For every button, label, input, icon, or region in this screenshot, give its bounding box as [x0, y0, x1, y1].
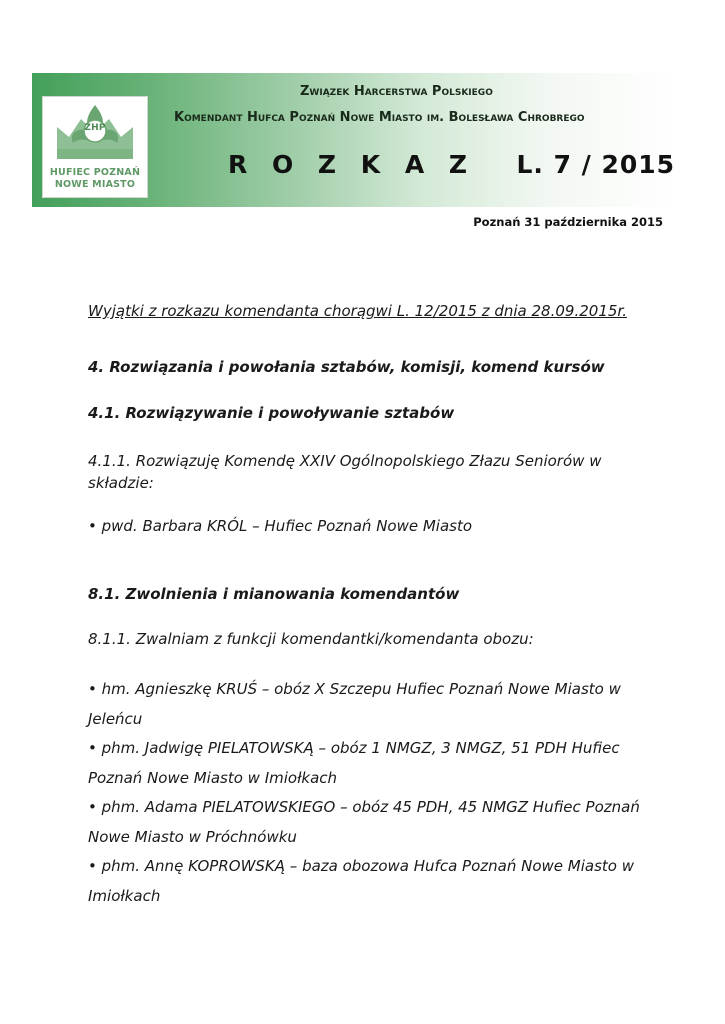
member-item: • pwd. Barbara KRÓL – Hufiec Poznań Nowe Miasto [88, 517, 473, 535]
section-4-heading: 4. Rozwiązania i powołania sztabów, komisji, komend kursów [88, 358, 605, 376]
list-item: • phm. Annę KOPROWSKĄ – baza obozowa Hufca Poznań Nowe Miasto w Imiołkach [88, 857, 634, 905]
order-title-word: R O Z K A Z [228, 150, 475, 179]
commander-title: Komendant Hufca Poznań Nowe Miasto im. Bolesława Chrobrego [174, 110, 585, 125]
order-date: Poznań 31 października 2015 [473, 215, 663, 229]
list-item: • hm. Agnieszkę KRUŚ – obóz X Szczepu Hufiec Poznań Nowe Miasto w Jeleńcu [88, 680, 621, 728]
section-4-1-heading: 4.1. Rozwiązywanie i powoływanie sztabów [88, 404, 455, 422]
section-8-1-heading: 8.1. Zwolnienia i mianowania komendantów [88, 585, 460, 603]
dismissal-list [88, 675, 668, 911]
list-item: • phm. Adama PIELATOWSKIEGO – obóz 45 PDH, 45 NMGZ Hufiec Poznań Nowe Miasto w Próchnówku [88, 798, 640, 846]
order-title [228, 150, 675, 179]
organization-name: Związek Harcerstwa Polskiego [300, 84, 493, 99]
order-title-number: L. 7 / 2015 [516, 150, 676, 179]
logo-line-2: NOWE MIASTO [54, 179, 136, 190]
crown-base [57, 149, 133, 159]
logo-emblem-text: ZHP [84, 123, 106, 133]
list-item: • phm. Jadwigę PIELATOWSKĄ – obóz 1 NMGZ, 3 NMGZ, 51 PDH Hufiec Poznań Nowe Miasto w Imiołkach [88, 739, 620, 787]
section-4-1-1-text: 4.1.1. Rozwiązuję Komendę XXIV Ogólnopolskiego Złazu Seniorów w składzie: [88, 452, 602, 492]
hufiec-logo [42, 96, 148, 198]
logo-line-1: HUFIEC POZNAŃ [49, 167, 141, 178]
intro-line: Wyjątki z rozkazu komendanta chorągwi L. 12/2015 z dnia 28.09.2015r. [88, 302, 627, 320]
section-8-1-1-text: 8.1.1. Zwalniam z funkcji komendantki/komendanta obozu: [88, 630, 534, 648]
